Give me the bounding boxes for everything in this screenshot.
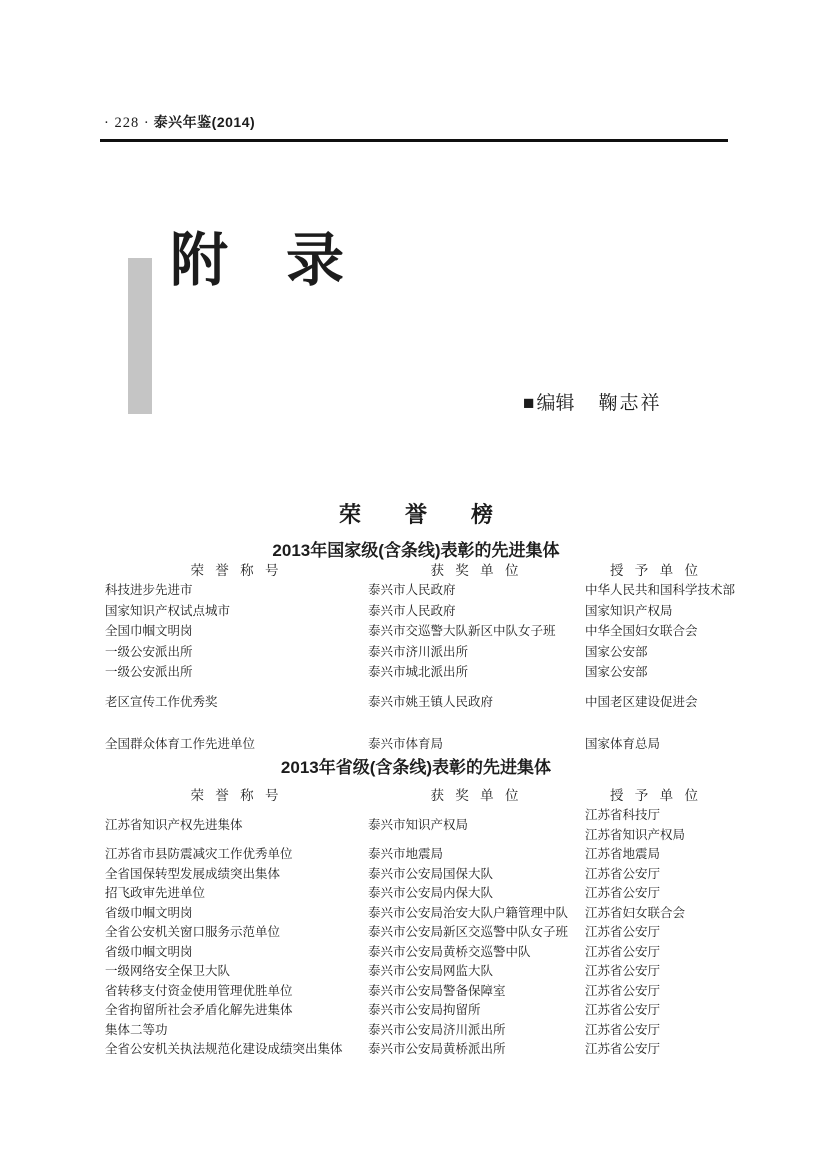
table-row	[105, 621, 727, 642]
honor-cell: 集体二等功	[105, 1022, 168, 1037]
winner-cell: 泰兴市公安局警备保障室	[368, 983, 506, 998]
awarder-cell: 江苏省公安厅	[585, 1003, 661, 1017]
honor-cell: 全国群众体育工作先进单位	[105, 737, 256, 751]
honor-cell: 省级巾帼文明岗	[105, 944, 193, 959]
table-row	[105, 1021, 727, 1041]
awarder-cell: 中国老区建设促进会	[585, 694, 698, 709]
table-row	[105, 692, 727, 713]
awarder-cell: 国家知识产权局	[585, 603, 673, 618]
table-row	[105, 962, 727, 982]
winner-cell: 泰兴市公安局国保大队	[368, 866, 494, 881]
awarder-cell: 国家体育总局	[585, 737, 661, 751]
page-number-marker: · 228 ·	[104, 115, 150, 131]
editor-name: 鞠志祥	[598, 393, 662, 414]
awarder-line: 江苏省科技厅	[585, 808, 661, 822]
awarder-cell: 江苏省地震局	[585, 847, 661, 861]
table-1-body	[105, 580, 736, 755]
awarder-line: 江苏省知识产权局	[585, 827, 686, 842]
column-header-winner: 获 奖 单 位	[430, 563, 523, 578]
awarder-cell	[585, 806, 727, 845]
honor-cell: 一级公安派出所	[105, 644, 193, 659]
column-header-winner: 获 奖 单 位	[430, 788, 523, 803]
table-row	[105, 806, 727, 845]
section-2-subtitle: 2013年省级(含条线)表彰的先进集体	[280, 758, 552, 777]
editor-credit	[523, 388, 662, 415]
awarder-cell: 中华人民共和国科学技术部	[585, 583, 736, 597]
awarder-cell: 江苏省公安厅	[585, 1042, 661, 1056]
winner-cell: 泰兴市城北派出所	[368, 665, 469, 679]
awarder-cell: 江苏省公安厅	[585, 925, 661, 939]
winner-cell: 泰兴市姚王镇人民政府	[368, 694, 494, 709]
honor-cell: 江苏省市县防震减灾工作优秀单位	[105, 847, 293, 861]
honor-roll-title: 荣 誉 榜	[338, 502, 493, 527]
table-2-header	[105, 784, 727, 804]
honor-cell: 全省公安机关执法规范化建设成绩突出集体	[105, 1042, 343, 1056]
winner-cell: 泰兴市公安局黄桥派出所	[368, 1042, 506, 1056]
awarder-cell: 江苏省公安厅	[585, 886, 661, 900]
table-row	[105, 662, 727, 683]
table-row	[105, 845, 727, 865]
awarder-cell: 江苏省公安厅	[585, 866, 661, 881]
winner-cell: 泰兴市公安局内保大队	[368, 886, 494, 900]
honor-cell: 一级网络安全保卫大队	[105, 964, 231, 978]
awarder-cell: 江苏省公安厅	[585, 944, 661, 959]
winner-cell: 泰兴市体育局	[368, 737, 444, 751]
table-row	[105, 982, 727, 1002]
table-2-body	[105, 806, 727, 1060]
honor-cell: 国家知识产权试点城市	[105, 603, 231, 618]
winner-cell: 泰兴市济川派出所	[368, 644, 469, 659]
honor-cell: 科技进步先进市	[105, 583, 193, 597]
winner-cell: 泰兴市公安局网监大队	[368, 964, 494, 978]
winner-cell: 泰兴市公安局济川派出所	[368, 1022, 506, 1037]
table-row	[105, 601, 727, 622]
chapter-accent-bar	[128, 258, 152, 414]
honor-cell: 全国巾帼文明岗	[105, 624, 193, 638]
column-header-honor: 荣 誉 称 号	[190, 788, 283, 803]
table-1-header	[105, 559, 727, 579]
editor-label: 编辑	[536, 393, 575, 414]
table-row	[105, 1040, 727, 1060]
honor-cell: 全省公安机关窗口服务示范单位	[105, 925, 281, 939]
column-header-awarder: 授 予 单 位	[609, 788, 703, 803]
awarder-cell: 江苏省妇女联合会	[585, 905, 686, 920]
column-header-honor: 荣 誉 称 号	[190, 563, 283, 578]
awarder-cell: 江苏省公安厅	[585, 964, 661, 978]
winner-cell: 泰兴市公安局治安大队户籍管理中队	[368, 905, 569, 920]
awarder-cell: 国家公安部	[585, 644, 648, 659]
winner-cell: 泰兴市公安局黄桥交巡警中队	[368, 944, 531, 959]
honor-cell: 老区宣传工作优秀奖	[105, 694, 218, 709]
table-row	[105, 1001, 727, 1021]
table-row	[105, 923, 727, 943]
honor-cell: 省转移支付资金使用管理优胜单位	[105, 983, 293, 998]
winner-cell: 泰兴市公安局新区交巡警中队女子班	[368, 925, 569, 939]
winner-cell: 泰兴市交巡警大队新区中队女子班	[368, 624, 556, 638]
table-row	[105, 904, 727, 924]
table-row	[105, 943, 727, 963]
winner-cell: 泰兴市知识产权局	[368, 817, 469, 832]
honor-cell: 江苏省知识产权先进集体	[105, 817, 243, 832]
header-rule	[100, 139, 728, 142]
honor-cell: 全省国保转型发展成绩突出集体	[105, 866, 281, 881]
table-row	[105, 865, 727, 885]
awarder-cell: 江苏省公安厅	[585, 1022, 661, 1037]
running-head	[104, 112, 255, 132]
table-row	[105, 884, 727, 904]
honor-cell: 全省拘留所社会矛盾化解先进集体	[105, 1003, 293, 1017]
winner-cell: 泰兴市公安局拘留所	[368, 1003, 481, 1017]
chapter-title: 附 录	[170, 228, 345, 293]
column-header-awarder: 授 予 单 位	[609, 563, 703, 578]
honor-cell: 招飞政审先进单位	[105, 886, 206, 900]
awarder-cell: 国家公安部	[585, 665, 648, 679]
winner-cell: 泰兴市地震局	[368, 847, 444, 861]
section-1-subtitle: 2013年国家级(含条线)表彰的先进集体	[272, 541, 560, 560]
black-square-icon: ■	[523, 393, 535, 414]
winner-cell: 泰兴市人民政府	[368, 583, 456, 597]
winner-cell: 泰兴市人民政府	[368, 603, 456, 618]
table-row	[105, 580, 736, 601]
awarder-cell: 江苏省公安厅	[585, 983, 661, 998]
honor-cell: 省级巾帼文明岗	[105, 905, 193, 920]
table-row	[105, 734, 727, 755]
honor-cell: 一级公安派出所	[105, 665, 193, 679]
book-title: 泰兴年鉴(2014)	[153, 114, 256, 130]
table-row	[105, 642, 727, 663]
awarder-cell: 中华全国妇女联合会	[585, 624, 698, 638]
